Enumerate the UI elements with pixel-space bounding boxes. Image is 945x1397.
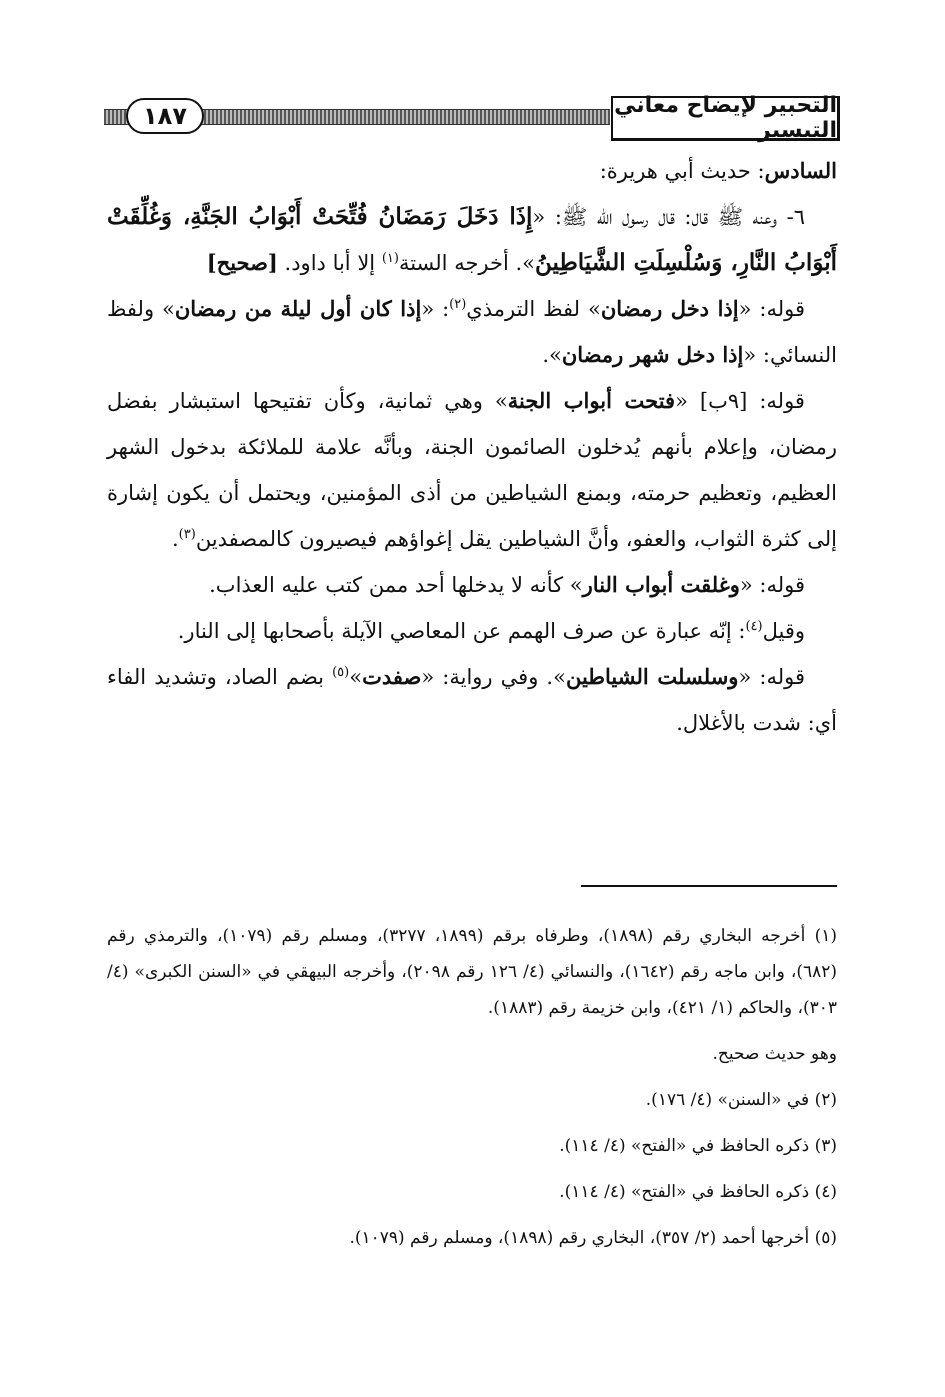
- footnote-ref-4[interactable]: (٤): [745, 619, 763, 634]
- commentary-paragraph-1: [107, 286, 837, 378]
- main-text: [107, 148, 837, 746]
- page-header: [104, 93, 840, 144]
- p2-end: ».: [542, 343, 562, 367]
- section-heading-label: السادس: [764, 158, 837, 183]
- p2-mid: » لفظ الترمذي: [466, 297, 601, 321]
- footnote-1-note: وهو حديث صحيح.: [712, 1044, 837, 1064]
- quote-ghulliqat: وغلقت أبواب النار: [582, 572, 740, 597]
- p6-mid2: »: [349, 665, 363, 689]
- hadith-after: ». أخرجه الستة: [398, 251, 536, 275]
- footnote-3: (٣) ذكره الحافظ في «الفتح» (٤/ ١١٤).: [559, 1136, 837, 1156]
- p6-intro: قوله: «: [738, 665, 805, 689]
- footnotes-section: [107, 918, 837, 1256]
- p2-mid3: » ولفظ النسائي: «: [107, 297, 837, 367]
- footnote-1: (١) أخرجه البخاري رقم (١٨٩٨)، وطرفاه برقم (١٨٩٩، ٣٢٧٧)، ومسلم رقم (١٠٧٩)، والترمذي رقم (٦٨٢)، وابن ماجه رقم (١٦٤٢)، والنسائي (٤/ ١٢٦ رقم ٢٠٩٨)، وأخرجه البيهقي في «السنن الكبرى» (٤/ ٣٠٣)، والحاكم (١/ ٤٢١)، وابن خزيمة رقم (١٨٨٣).: [107, 926, 838, 1018]
- footnote-ref-2[interactable]: (٢): [449, 297, 467, 312]
- p5-text: : إنّه عبارة عن صرف الهمم عن المعاصي الآيلة بأصحابها إلى النار.: [177, 619, 746, 643]
- p5-intro: وقيل: [762, 619, 805, 643]
- p3-text: » وهي ثمانية، وكأن تفتيحها استبشار بفضل رمضان، وإعلام بأنهم يُدخلون الصائمون الجنة، وبأنَّه علامة للملائكة بدخول الشهر العظيم، وتعظيم حرمته، وبمنع الشياطين من أذى المؤمنين، ويحتمل أن يكون إشارة إلى كثرة الثواب، والعفو، وأنَّ الشياطين يقل إغواؤهم فيصيرون كالمصفدين: [107, 389, 837, 551]
- hadith-paragraph: [107, 194, 837, 286]
- hadith-end: إلا أبا داود.: [277, 251, 382, 275]
- footnote-5: (٥) أخرجها أحمد (٢/ ٣٥٧)، البخاري رقم (١٨٩٨)، ومسلم رقم (١٠٧٩).: [349, 1228, 837, 1248]
- p6-text: بضم الصاد، وتشديد الفاء أي: شدت بالأغلال.: [107, 665, 837, 735]
- page-number: ١٨٧: [126, 98, 204, 134]
- p3-end: .: [171, 527, 179, 551]
- hadith-intro: ٦- وعنه ﷺ قال: قال رسول الله ﷺ: «: [532, 205, 805, 229]
- hadith-text: إِذَا دَخَلَ رَمَضَانُ فُتِّحَتْ أَبْوَابُ الجَنَّةِ، وَغُلِّقَتْ أَبْوَابُ النَّارِ، وَسُلْسِلَتِ الشَّيَاطِينُ: [107, 203, 837, 276]
- p2-intro: قوله: «: [738, 297, 805, 321]
- footnote-ref-5[interactable]: (٥): [332, 665, 350, 680]
- section-heading-rest: : حديث أبي هريرة:: [599, 159, 765, 183]
- hadith-grade: [صحيح]: [206, 250, 278, 275]
- quote-shahr-ramadan: إذا دخل شهر رمضان: [561, 342, 744, 367]
- section-heading: [107, 148, 837, 194]
- p4-intro: قوله: «: [739, 573, 805, 597]
- p2-mid2: : «: [421, 297, 450, 321]
- commentary-paragraph-2: [107, 378, 837, 562]
- quote-futtihat: فتحت أبواب الجنة: [507, 388, 676, 413]
- footnote-separator: [581, 885, 837, 887]
- footnote-2: (٢) في «السنن» (٤/ ١٧٦).: [645, 1090, 837, 1110]
- quote-idha-dakhala: إذا دخل رمضان: [600, 296, 739, 321]
- quote-suffidat: صفدت: [362, 664, 422, 689]
- p6-mid: ». وفي رواية: «: [421, 665, 566, 689]
- commentary-paragraph-3: [107, 562, 837, 608]
- commentary-paragraph-5: [107, 654, 837, 746]
- footnote-ref-3[interactable]: (٣): [178, 527, 196, 542]
- p4-text: » كأنه لا يدخلها أحد ممن كتب عليه العذاب.: [209, 573, 583, 597]
- book-title: التحبير لإيضاح معاني التيسير: [611, 96, 840, 141]
- footnote-ref-1[interactable]: (١): [381, 251, 399, 266]
- quote-awwal-layla: إذا كان أول ليلة من رمضان: [174, 296, 422, 321]
- p3-intro: قوله: [٩ب] «: [675, 389, 805, 413]
- quote-sulsilat: وسلسلت الشياطين: [565, 664, 739, 689]
- commentary-paragraph-4: [107, 608, 837, 654]
- footnote-4: (٤) ذكره الحافظ في «الفتح» (٤/ ١١٤).: [559, 1182, 837, 1202]
